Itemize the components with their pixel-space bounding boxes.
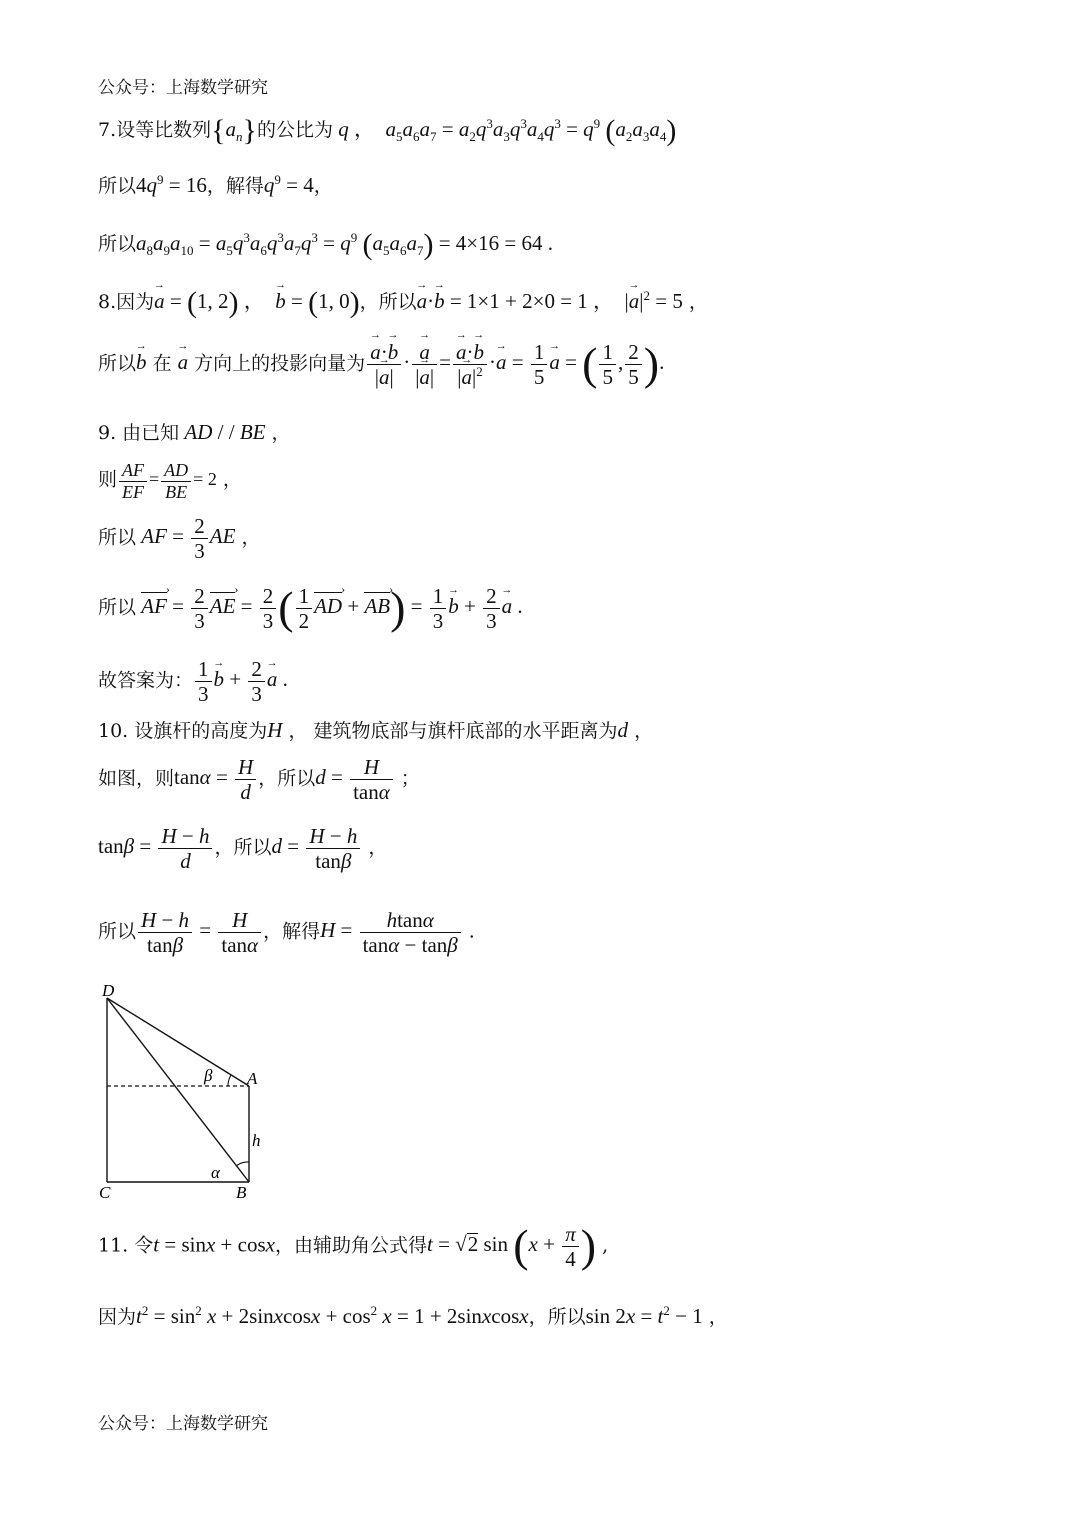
q9-line-2: 则 $\frac{AF}{EF}$ = $\frac{AD}{BE}$ = 2 ， <box>98 460 242 502</box>
q10-line-4: 所以 $\frac{H - h}{\tan\beta}$ = $\frac{H}{\tan\alpha}$ ，解得H = $\frac{htan\alpha}{\tan\alpha - \tan\beta}$ . <box>98 908 475 958</box>
label-beta: β <box>204 1066 213 1085</box>
label-B: B <box>236 1183 247 1202</box>
label-alpha: α <box>211 1163 220 1182</box>
page-footer: 公众号：上海数学研究 <box>98 1414 268 1434</box>
label-D: D <box>102 981 115 1000</box>
q7-line-3: 所以$a_8a_9a_{10} = a_5q^3a_6q^3a_7q^3 = q^9$ $(a_5a_6a_7) = 4\times 16 = 64$ . <box>98 228 553 261</box>
q7-line-2: 所以$4q^9 = 16$，解得$q^9 = 4$， <box>98 172 333 197</box>
q10-line-1: 10. 设旗杆的高度为H ， 建筑物底部与旗杆底部的水平距离为d ， <box>98 718 654 742</box>
label-C: C <box>99 1183 111 1202</box>
alpha-arc <box>236 1162 249 1166</box>
q10-line-2: 如图，则tanα = $\frac{H}{d}$ ，所以d = $\frac{H}{\tan\alpha}$ ； <box>98 755 420 805</box>
q7-line-1: 7.设等比数列$\{a_n\}$的公比为 q ， $a_5a_6a_7 = a_2q^3a_3q^3a_4q^3 = q^9$ $(a_2a_3a_4)$ <box>98 114 677 147</box>
line-DB <box>107 998 249 1182</box>
q11-line-1: 11. 令t = sinx + cosx，由辅助角公式得t = √2 sin (x + $\frac{\pi}{4}$ ) , <box>98 1220 609 1272</box>
q8-line-1: 8.因为→ a = (1, 2) ， → b = (1, 0)，所以→ a·→ b = 1×1 + 2×0 = 1 ， |→ $a|^2 = 5$ ， <box>98 288 708 318</box>
flagpole-figure <box>96 978 286 1203</box>
q10-line-3: tanβ = $\frac{H - h}{d}$ ，所以d = $\frac{H - h}{\tan\beta}$ ， <box>98 824 388 874</box>
q8-line-2: 所以→ b 在 → a 方向上的投影向量为 → $\frac{a\cdot\to b}{|\to a|}$ · → $\frac{a}{|\to a|}$ = → $\frac{a\cdot\to b}{|\to a|^2}$ ·→ a = $\frac{1}{5}$ → a = ( $\frac{1}{5}$ , $\frac{2}{5}$ ). <box>98 340 664 389</box>
q9-line-4: 所以 AF › = $\frac{2}{3}$ AE › = $\frac{2}{3}$ ( $\frac{1}{2}$ AD › + AB ›) = $\frac{1}{3}$ → b + $\frac{2}{3}$ → a . <box>98 584 523 633</box>
q9-line-1: 9. 由已知 AD / / BE ， <box>98 420 291 444</box>
beta-arc <box>228 1075 231 1086</box>
label-h: h <box>252 1131 261 1150</box>
q11-line-2: 因为$t^2 = \sin^2 x$ + 2sinxcosx + $\cos^2 x = 1$ + 2sinxcosx，所以$\sin 2x = t^2 - 1$ ， <box>98 1303 728 1328</box>
q9-answer: 故答案为： $\frac{1}{3}$ → b + $\frac{2}{3}$ → a . <box>98 657 288 706</box>
page-header: 公众号：上海数学研究 <box>98 78 268 98</box>
line-DA <box>107 998 249 1086</box>
q9-line-3: 所以 AF = $\frac{2}{3}$ AE ， <box>98 514 261 564</box>
label-A: A <box>247 1069 258 1088</box>
